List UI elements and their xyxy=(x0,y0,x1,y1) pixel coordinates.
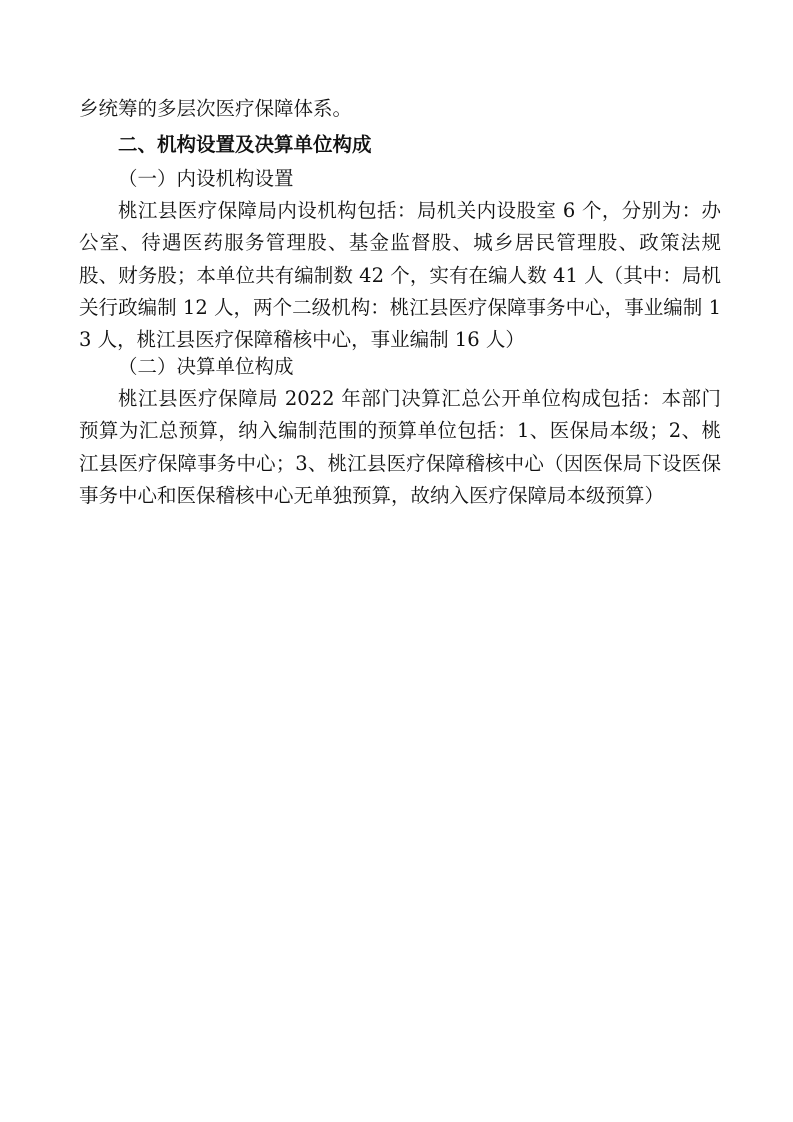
paragraph-budget-units: 桃江县医疗保障局 2022 年部门决算汇总公开单位构成包括：本部门预算为汇总预算，纳入编制范围的预算单位包括：1、医保局本级；2、桃江县医疗保障事务中心；3、桃江县医疗保障稽核中心（因医保局下设医保事务中心和医保稽核中心无单独预算，故纳入医疗保障局本级预算） xyxy=(79,387,721,507)
paragraph-internal-structure: 桃江县医疗保障局内设机构包括：局机关内设股室 6 个，分别为：办公室、待遇医药服务管理股、基金监督股、城乡居民管理股、政策法规股、财务股；本单位共有编制数 42 个，实有在编人数 41 人（其中：局机关行政编制 12 人，两个二级机构：桃江县医疗保障事务中心，事业编制 13 人，桃江县医疗保障稽核中心，事业编制 16 人） xyxy=(79,199,721,352)
subsection-title-internal-structure: （一）内设机构设置 xyxy=(118,167,294,190)
continuation-line: 乡统筹的多层次医疗保障体系。 xyxy=(79,97,353,120)
subsection-title-budget-units: （二）决算单位构成 xyxy=(118,355,294,378)
section-heading: 二、机构设置及决算单位构成 xyxy=(118,133,372,156)
